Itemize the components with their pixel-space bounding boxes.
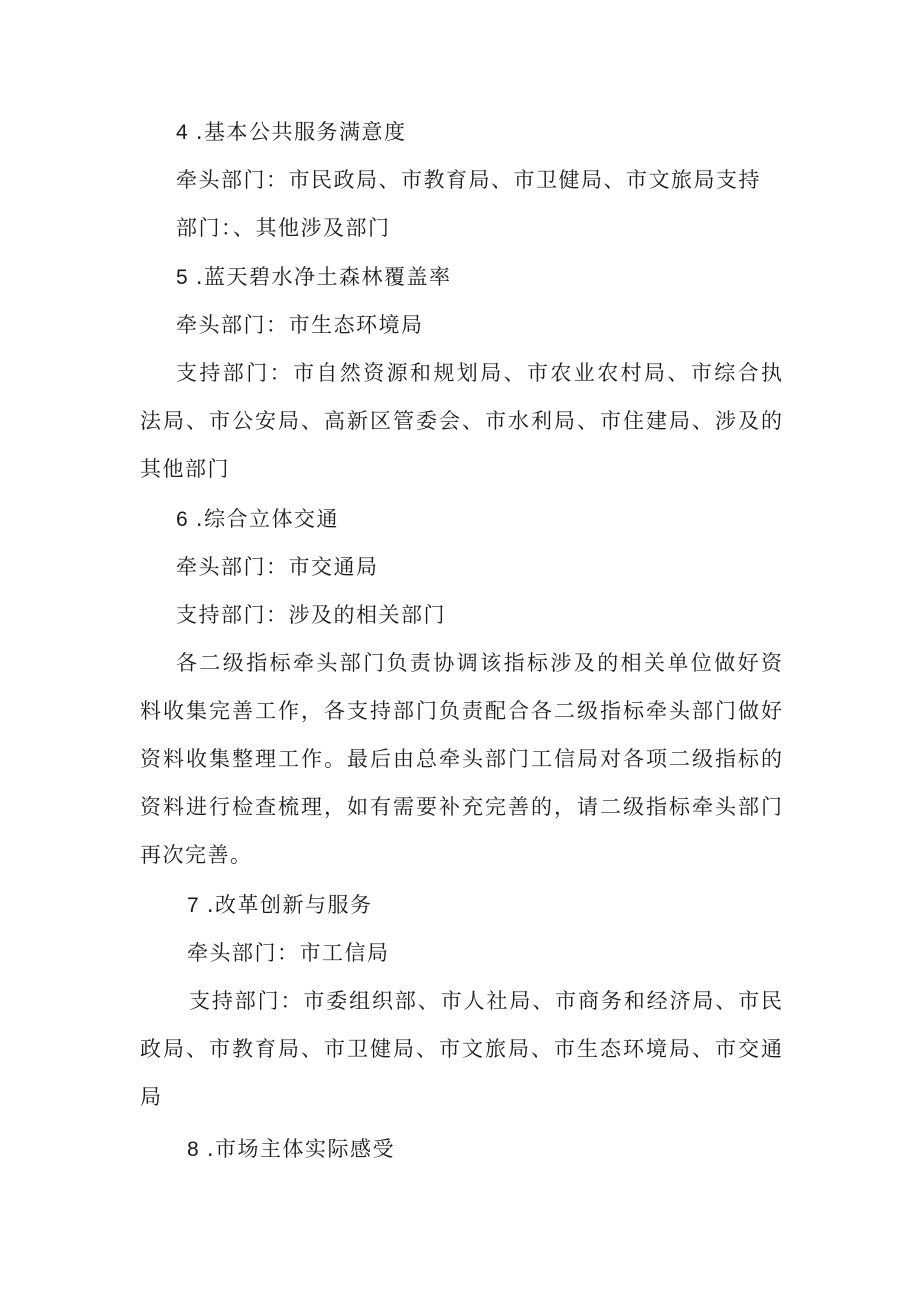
section-4-title: .基本公共服务满意度 (195, 120, 407, 144)
note-line-1: 各二级指标牵头部门负责协调该指标涉及的相关单位做好资 (176, 651, 782, 675)
section-4-support-line: 部门：、其他涉及部门 (176, 216, 391, 240)
section-5-support-line-2: 法局、市公安局、高新区管委会、市水利局、市住建局、涉及的 (140, 409, 782, 433)
section-8-heading (187, 1137, 395, 1162)
section-5-heading (176, 265, 452, 290)
section-7-heading (187, 893, 373, 918)
note-line-4: 资料进行检查梳理，如有需要补充完善的，请二级指标牵头部门 (140, 795, 782, 819)
note-line-2: 料收集完善工作，各支持部门负责配合各二级指标牵头部门做好 (140, 699, 782, 723)
section-8-number: 8 (187, 1138, 199, 1161)
section-6-lead-line: 牵头部门：市交通局 (176, 555, 379, 579)
section-7-support-line-3: 局 (140, 1085, 163, 1109)
section-7-support-line-1: 支持部门：市委组织部、市人社局、市商务和经济局、市民 (189, 989, 782, 1013)
section-5-support-line-3: 其他部门 (140, 457, 230, 481)
section-5-support-line-1: 支持部门：市自然资源和规划局、市农业农村局、市综合执 (176, 361, 782, 385)
section-7-number: 7 (187, 894, 199, 917)
section-7-support-line-2: 政局、市教育局、市卫健局、市文旅局、市生态环境局、市交通 (140, 1037, 782, 1061)
section-4-number: 4 (176, 121, 188, 144)
section-6-title: .综合立体交通 (195, 507, 340, 531)
section-4-heading (176, 120, 407, 145)
section-6-number: 6 (176, 508, 188, 531)
section-8-title: .市场主体实际感受 (206, 1137, 396, 1161)
section-5-title: .蓝天碧水净土森林覆盖率 (195, 265, 452, 289)
section-7-title: .改革创新与服务 (206, 893, 373, 917)
note-line-3: 资料收集整理工作。最后由总牵头部门工信局对各项二级指标的 (140, 747, 782, 771)
section-7-lead-line: 牵头部门：市工信局 (187, 941, 390, 965)
section-5-number: 5 (176, 266, 188, 289)
section-6-heading (176, 507, 339, 532)
note-line-5: 再次完善。 (140, 843, 253, 867)
section-6-support-line: 支持部门：涉及的相关部门 (176, 603, 446, 627)
section-4-lead-line: 牵头部门：市民政局、市教育局、市卫健局、市文旅局支持 (176, 168, 761, 192)
section-5-lead-line: 牵头部门：市生态环境局 (176, 313, 424, 337)
